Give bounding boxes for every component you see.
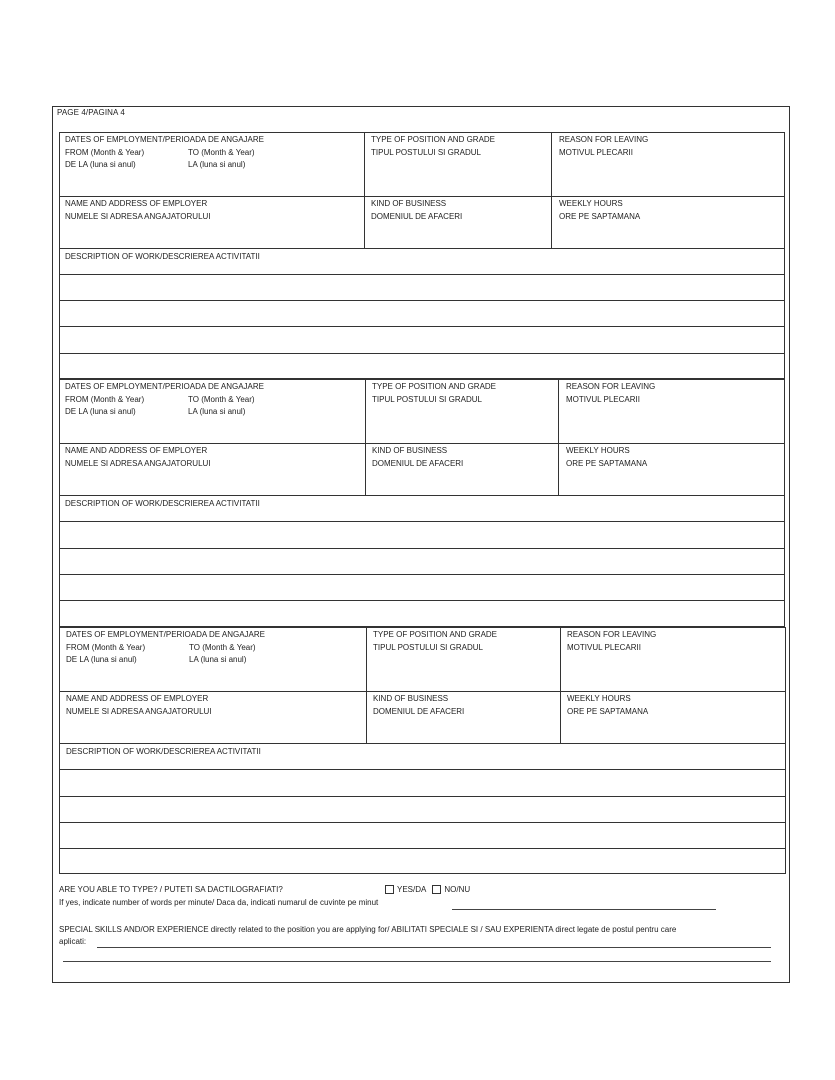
yes-label: YES/DA bbox=[397, 885, 427, 894]
row-divider bbox=[59, 574, 785, 575]
row-divider bbox=[59, 796, 786, 797]
position-grade-field[interactable]: TYPE OF POSITION AND GRADE TIPUL POSTULUI SI GRADUL bbox=[372, 382, 497, 404]
kind-of-business-field[interactable]: KIND OF BUSINESS DOMENIUL DE AFACERI bbox=[371, 199, 463, 221]
position-grade-field[interactable]: TYPE OF POSITION AND GRADE TIPUL POSTULUI SI GRADUL bbox=[371, 135, 496, 157]
row-divider bbox=[59, 196, 785, 197]
special-skills-input-line-1[interactable] bbox=[97, 947, 771, 948]
page-label: PAGE 4/PAGINA 4 bbox=[57, 108, 125, 117]
special-skills-input-line-2[interactable] bbox=[63, 961, 771, 962]
employer-name-address-field[interactable]: NAME AND ADDRESS OF EMPLOYER NUMELE SI ADRESA ANGAJATORULUI bbox=[66, 694, 212, 716]
row-divider bbox=[59, 326, 785, 327]
column-divider bbox=[366, 627, 367, 743]
typing-options bbox=[385, 885, 476, 894]
row-divider bbox=[59, 691, 786, 692]
dates-of-employment-field[interactable]: DATES OF EMPLOYMENT/PERIOADA DE ANGAJARE FROM (Month & Year) TO (Month & Year) DE LA (luna si anul) LA (luna si anul) bbox=[65, 382, 265, 416]
row-divider bbox=[59, 600, 785, 601]
position-grade-field[interactable]: TYPE OF POSITION AND GRADE TIPUL POSTULUI SI GRADUL bbox=[373, 630, 498, 652]
kind-of-business-field[interactable]: KIND OF BUSINESS DOMENIUL DE AFACERI bbox=[372, 446, 464, 468]
employer-name-address-field[interactable]: NAME AND ADDRESS OF EMPLOYER NUMELE SI ADRESA ANGAJATORULUI bbox=[65, 446, 211, 468]
column-divider bbox=[364, 132, 365, 248]
form-page bbox=[52, 106, 790, 983]
row-divider bbox=[59, 300, 785, 301]
row-divider bbox=[59, 822, 786, 823]
dates-of-employment-field[interactable]: DATES OF EMPLOYMENT/PERIOADA DE ANGAJARE FROM (Month & Year) TO (Month & Year) DE LA (luna si anul) LA (luna si anul) bbox=[66, 630, 266, 664]
typing-question: ARE YOU ABLE TO TYPE? / PUTETI SA DACTILOGRAFIATI? bbox=[59, 885, 283, 894]
row-divider bbox=[59, 495, 785, 496]
description-of-work-field[interactable]: DESCRIPTION OF WORK/DESCRIEREA ACTIVITATII bbox=[65, 499, 260, 508]
row-divider bbox=[59, 848, 786, 849]
column-divider bbox=[558, 379, 559, 495]
no-checkbox[interactable] bbox=[432, 885, 441, 894]
row-divider bbox=[59, 521, 785, 522]
row-divider bbox=[59, 248, 785, 249]
row-divider bbox=[59, 548, 785, 549]
special-skills-label-continued: aplicati: bbox=[59, 937, 87, 946]
words-per-minute-label: If yes, indicate number of words per minute/ Daca da, indicati numarul de cuvinte pe minut bbox=[59, 898, 379, 907]
row-divider bbox=[59, 274, 785, 275]
employer-name-address-field[interactable]: NAME AND ADDRESS OF EMPLOYER NUMELE SI ADRESA ANGAJATORULUI bbox=[65, 199, 211, 221]
column-divider bbox=[560, 627, 561, 743]
weekly-hours-field[interactable]: WEEKLY HOURS ORE PE SAPTAMANA bbox=[566, 446, 648, 468]
row-divider bbox=[59, 443, 785, 444]
weekly-hours-field[interactable]: WEEKLY HOURS ORE PE SAPTAMANA bbox=[559, 199, 641, 221]
special-skills-label: SPECIAL SKILLS AND/OR EXPERIENCE directly related to the position you are applying for/ ABILITATI SPECIALE SI / SAU EXPERIENTA direct legate de postul pentru care bbox=[59, 925, 677, 934]
column-divider bbox=[365, 379, 366, 495]
reason-for-leaving-field[interactable]: REASON FOR LEAVING MOTIVUL PLECARII bbox=[567, 630, 657, 652]
row-divider bbox=[59, 769, 786, 770]
row-divider bbox=[59, 743, 786, 744]
row-divider bbox=[59, 353, 785, 354]
reason-for-leaving-field[interactable]: REASON FOR LEAVING MOTIVUL PLECARII bbox=[566, 382, 656, 404]
dates-of-employment-field[interactable]: DATES OF EMPLOYMENT/PERIOADA DE ANGAJARE FROM (Month & Year) TO (Month & Year) DE LA (luna si anul) LA (luna si anul) bbox=[65, 135, 265, 169]
column-divider bbox=[551, 132, 552, 248]
weekly-hours-field[interactable]: WEEKLY HOURS ORE PE SAPTAMANA bbox=[567, 694, 649, 716]
reason-for-leaving-field[interactable]: REASON FOR LEAVING MOTIVUL PLECARII bbox=[559, 135, 649, 157]
kind-of-business-field[interactable]: KIND OF BUSINESS DOMENIUL DE AFACERI bbox=[373, 694, 465, 716]
no-label: NO/NU bbox=[444, 885, 471, 894]
description-of-work-field[interactable]: DESCRIPTION OF WORK/DESCRIEREA ACTIVITATII bbox=[65, 252, 260, 261]
words-per-minute-input-line[interactable] bbox=[452, 909, 716, 910]
description-of-work-field[interactable]: DESCRIPTION OF WORK/DESCRIEREA ACTIVITATII bbox=[66, 747, 261, 756]
yes-checkbox[interactable] bbox=[385, 885, 394, 894]
